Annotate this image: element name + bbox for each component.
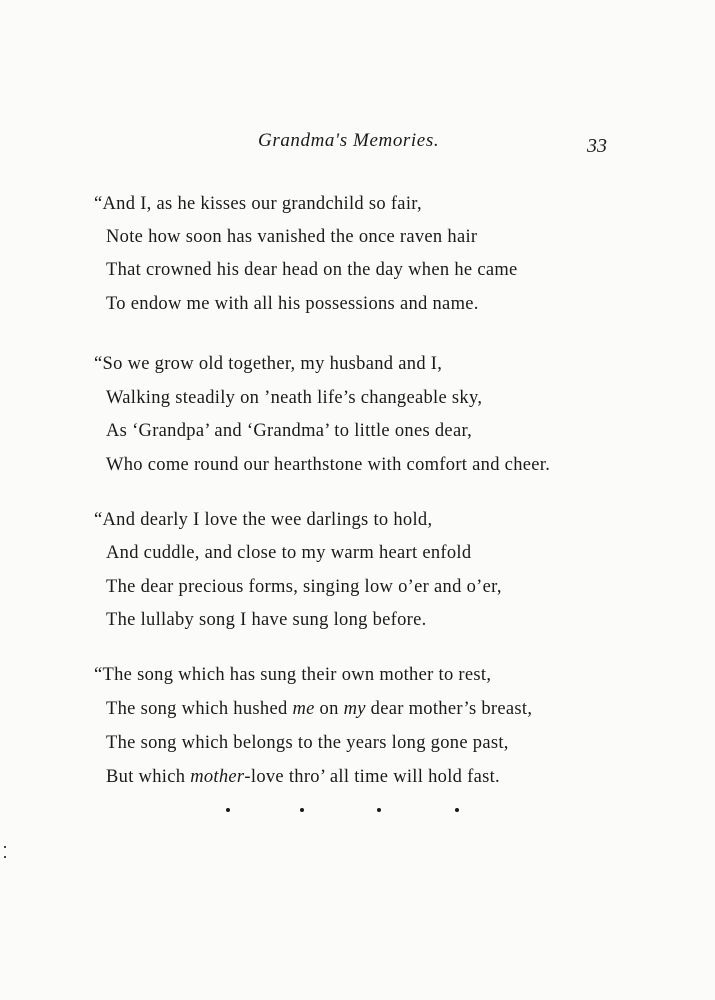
ornament-dot [300, 808, 304, 812]
text-run: The song which hushed [106, 699, 293, 719]
verse-line: The song which belongs to the years long gone past, [106, 733, 509, 753]
text-run: -love thro’ all time will hold fast. [244, 767, 500, 787]
verse-line: To endow me with all his possessions and name. [106, 294, 479, 314]
verse-line: Who come round our hearthstone with comfort and cheer. [106, 455, 551, 475]
text-run: dear mother’s breast, [365, 699, 533, 719]
verse-line: And cuddle, and close to my warm heart enfold [106, 543, 472, 563]
page-number: 33 [587, 135, 607, 157]
running-title: Grandma's Memories. [258, 130, 440, 151]
text-run: on [314, 699, 344, 719]
verse-line: Note how soon has vanished the once raven hair [106, 227, 478, 247]
ornament-dot [226, 808, 230, 812]
verse-line: “The song which has sung their own mother to rest, [94, 665, 492, 685]
verse-line: “And I, as he kisses our grandchild so fair, [94, 194, 422, 214]
italic-word: me [292, 699, 315, 719]
italic-word: mother [190, 767, 245, 787]
text-run: But which [106, 767, 191, 787]
scan-mark [4, 856, 6, 858]
verse-line [106, 767, 500, 788]
ornament-dot [455, 808, 459, 812]
scan-mark [4, 846, 6, 848]
verse-line: The dear precious forms, singing low o’er and o’er, [106, 577, 502, 597]
verse-line [106, 699, 532, 720]
verse-line: That crowned his dear head on the day when he came [106, 260, 518, 280]
verse-line: As ‘Grandpa’ and ‘Grandma’ to little ones dear, [106, 421, 473, 441]
verse-line: Walking steadily on ’neath life’s changeable sky, [106, 388, 483, 408]
verse-line: “And dearly I love the wee darlings to hold, [94, 510, 433, 530]
ornament-dot [377, 808, 381, 812]
verse-line: The lullaby song I have sung long before. [106, 610, 427, 630]
italic-word: my [343, 699, 366, 719]
section-ornament [0, 808, 715, 818]
verse-line: “So we grow old together, my husband and I, [94, 354, 443, 374]
